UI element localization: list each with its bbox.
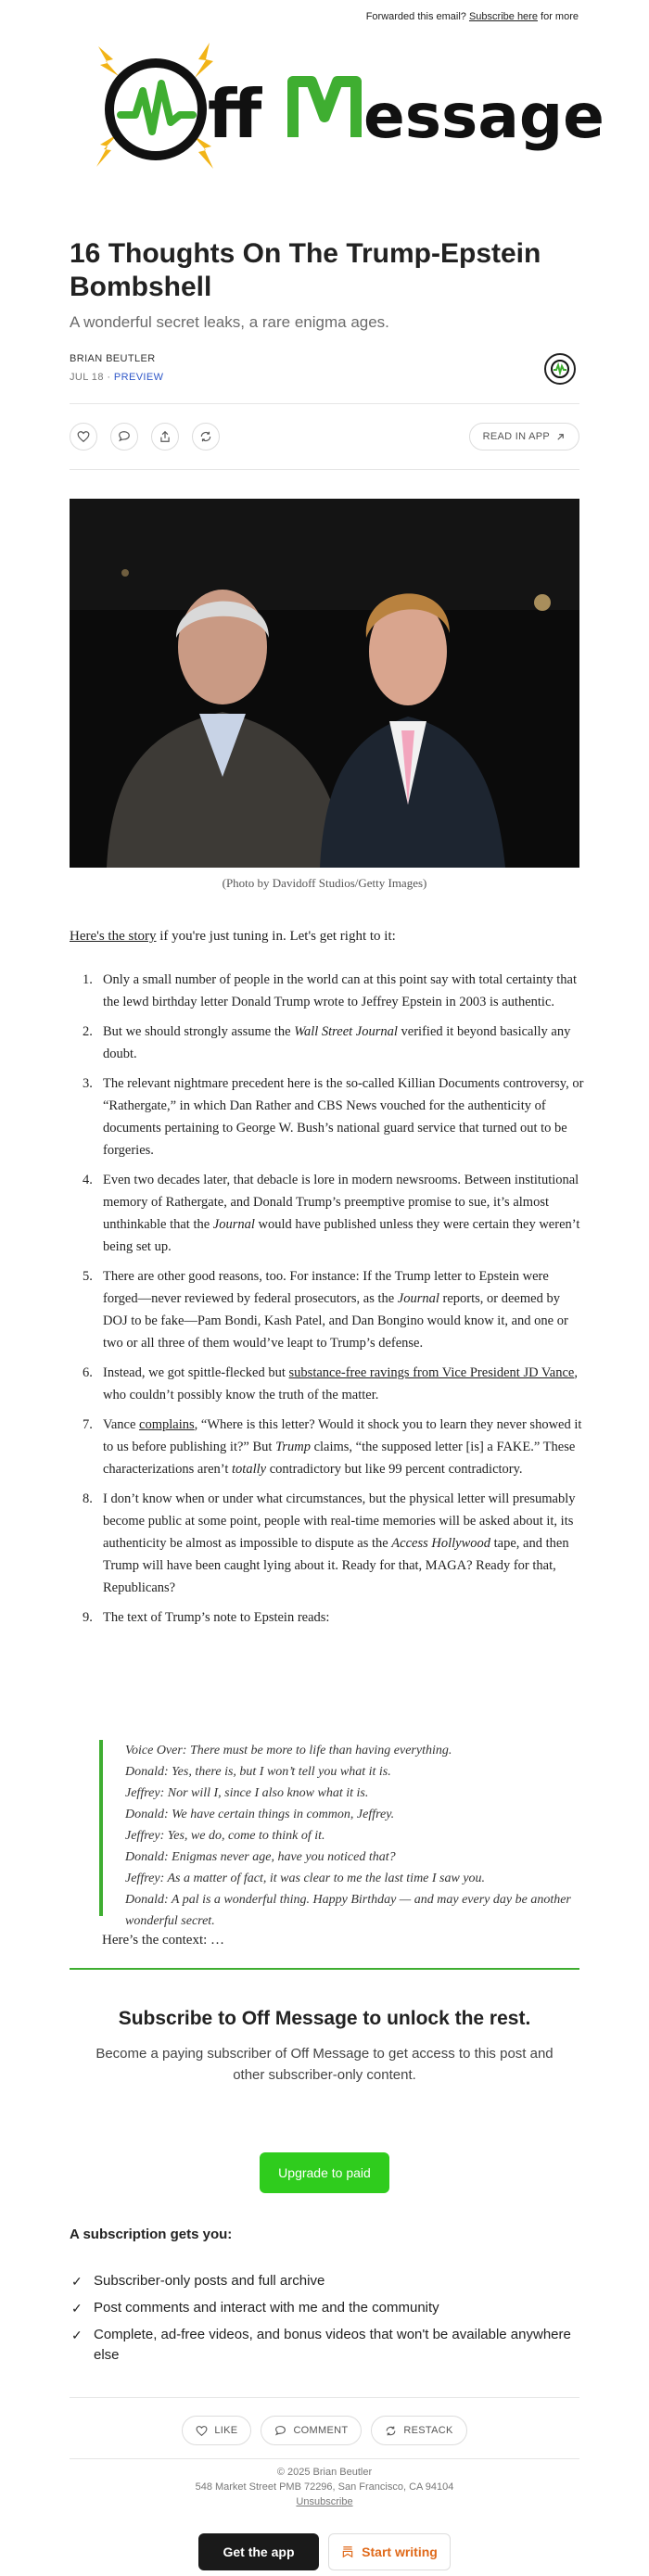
arrow-up-right-icon [555,432,566,442]
heart-icon [196,2425,208,2437]
quote-line: Donald: Enigmas never age, have you noticed that? [125,1850,396,1864]
heart-icon [77,430,90,443]
list-item: 3. The relevant nightmare precedent here is the so-called Killian Documents controversy, or “Rathergate,” in which Dan Rather and CBS News vouched for the authenticity of documents pertaining to George W. Bush’s national guard service that turned out to be forgeries. [83,1076,584,1158]
post-dateline [70,372,163,383]
logo-ff: ff [208,75,262,153]
restack-icon [199,430,212,443]
list-item: 9. The text of Trump’s note to Epstein reads: [83,1610,330,1625]
quote-line: Jeffrey: Yes, we do, come to think of it. [125,1829,325,1843]
get-the-app-button[interactable]: Get the app [198,2533,319,2570]
logo-essage: essage [363,81,604,152]
comment-label: COMMENT [293,2425,349,2436]
check-icon: ✓ [71,2301,83,2316]
complains-link[interactable]: complains [139,1417,195,1432]
quote-line: Donald: We have certain things in common, Jeffrey. [125,1808,395,1821]
bolt-icon-top-left [98,46,119,76]
quote-line: Jeffrey: Nor will I, since I also know what it is. [125,1786,369,1800]
author-name[interactable]: BRIAN BEUTLER [70,353,156,364]
restack-button[interactable] [192,423,220,450]
share-button[interactable] [151,423,179,450]
list-item: ✓ Complete, ad-free videos, and bonus videos that won't be available anywhere else [71,2327,571,2363]
list-item: 2. But we should strongly assume the Wall Street Journal verified it beyond basically any doubt. [83,1024,571,1061]
check-icon: ✓ [71,2274,83,2289]
list-item: 6. Instead, we got spittle-flecked but substance-free ravings from Vice President JD Vance, who couldn’t possibly know the truth of the matter. [83,1365,578,1402]
heres-the-story-link[interactable]: Here's the story [70,929,157,944]
footer-restack-button[interactable] [371,2416,466,2445]
logo-pulse-line [121,83,193,132]
divider-copyright [70,2458,579,2459]
list-item: ✓ Post comments and interact with me and the community [70,2298,584,2318]
post-photo [70,499,579,868]
like-button[interactable] [70,423,97,450]
comment-icon [118,430,131,443]
thoughts-list [70,969,584,1636]
list-item: 5. There are other good reasons, too. For instance: If the Trump letter to Epstein were forged—never reviewed by federal prosecutors, as the Journal reports, or deemed by DOJ to be fake—Pam Bondi, Kash Patel, and Dan Bongino would know it, and one or two or all three of them would’ve leapt to Trump’s defense. [83,1269,568,1351]
bolt-icon-top-right [195,43,213,78]
upgrade-to-paid-button[interactable]: Upgrade to paid [260,2152,389,2193]
start-writing-label: Start writing [362,2544,438,2559]
context-line: Here’s the context: … [102,1933,225,1948]
forward-prefix: Forwarded this email? [365,11,466,22]
copyright-block [0,2465,649,2509]
benefits-list [70,2271,584,2372]
paywall-divider [70,1968,579,1970]
footer-comment-button[interactable] [261,2416,362,2445]
divider-top [70,403,579,404]
subscription-benefits-heading: A subscription gets you: [70,2227,233,2242]
dateline-separator: · [107,372,111,383]
forward-suffix: for more [541,11,579,22]
list-item: 8. I don’t know when or under what circumstances, but the physical letter will presumably become public at some point, people with real-time memories will be asked about it, its authenticity be almost as impossible to dispute as the Access Hollywood tape, and then Trump will have been caught lying about it. Ready for that, MAGA? Ready for that, Republicans? [83,1491,576,1595]
list-item: 1. Only a small number of people in the world can at this point say with total certainty that the lewd birthday letter Donald Trump wrote to Jeffrey Epstein in 2003 is authentic. [83,972,578,1009]
footer-actions [0,2416,649,2445]
divider-footer [70,2397,579,2398]
quote-line: Donald: A pal is a wonderful thing. Happy Birthday — and may every day be another wonderful secret. [125,1893,571,1928]
post-date: JUL 18 [70,372,104,383]
comment-button[interactable] [110,423,138,450]
quote-line: Donald: Yes, there is, but I won’t tell you what it is. [125,1765,391,1779]
paywall-heading: Subscribe to Off Message to unlock the rest. [118,2008,531,2029]
address-line: 548 Market Street PMB 72296, San Francisco, CA 94104 [195,2481,454,2493]
read-in-app-label: READ IN APP [482,431,550,442]
substack-bookmark-icon [341,2545,354,2558]
quote-line: Voice Over: There must be more to life than having everything. [125,1744,452,1758]
forward-notice [366,11,579,22]
post-title: 16 Thoughts On The Trump-Epstein Bombshell [70,238,541,302]
vance-ravings-link[interactable]: substance-free ravings from Vice President JD Vance [288,1365,575,1380]
list-item: ✓ Subscriber-only posts and full archive [70,2271,584,2291]
check-icon: ✓ [71,2328,83,2342]
intro-paragraph [70,925,584,947]
quote-line: Jeffrey: As a matter of fact, it was clear to me the last time I saw you. [125,1872,486,1885]
unsubscribe-link[interactable]: Unsubscribe [296,2496,353,2507]
paywall-description: Become a paying subscriber of Off Message to get access to this post and other subscriber-only content. [95,2046,554,2083]
like-label: LIKE [214,2425,238,2436]
post-subtitle: A wonderful secret leaks, a rare enigma ages. [70,313,389,331]
footer-like-button[interactable] [182,2416,251,2445]
photo-caption: (Photo by Davidoff Studios/Getty Images) [222,876,427,890]
list-item: 7. Vance complains, “Where is this letter? Would it shock you to learn they never showed it to us before publishing it?” But Trump claims, “the supposed letter [is] a FAKE.” These characterizations aren’t totally contradictory but like 99 percent contradictory. [83,1417,582,1477]
letter-quote [99,1740,581,1928]
off-message-logo [83,37,604,176]
preview-label: PREVIEW [113,372,164,383]
subscribe-here-link[interactable]: Subscribe here [468,11,538,22]
post-actions [70,423,579,450]
share-icon [159,430,172,443]
divider-actions [70,469,579,470]
avatar-logo-icon [550,359,570,379]
intro-rest: if you're just tuning in. Let's get right to it: [159,929,396,944]
restack-icon [385,2425,397,2437]
copyright-line: © 2025 Brian Beutler [276,2467,373,2478]
author-avatar[interactable] [544,353,576,385]
read-in-app-button[interactable] [469,423,579,450]
restack-label: RESTACK [403,2425,453,2436]
start-writing-button[interactable] [328,2533,451,2570]
logo-m-pulse [293,82,356,137]
list-item: 4. Even two decades later, that debacle is lore in modern newsrooms. Between institutional memory of Rathergate, and Donald Trump’s preemptive promise to sue, it’s almost unthinkable that the Journal would have published unless they were certain they weren’t being set up. [83,1173,580,1254]
comment-icon [274,2425,286,2437]
